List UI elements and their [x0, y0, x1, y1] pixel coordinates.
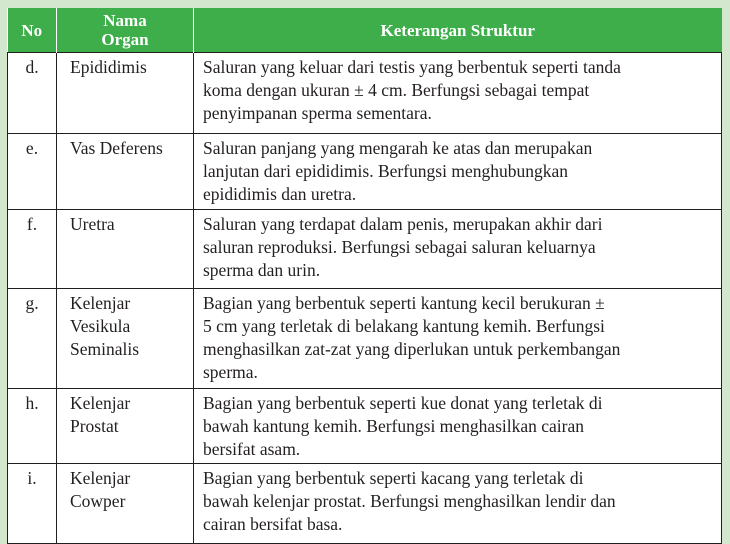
row-organ	[57, 134, 194, 210]
keterangan-line: Bagian yang berbentuk seperti kue donat yang terletak di	[203, 393, 603, 413]
organ-line: Kelenjar	[70, 393, 131, 413]
organ-structure-table	[7, 8, 722, 544]
row-no: e.	[8, 134, 57, 210]
row-organ	[57, 389, 194, 464]
organ-line: Cowper	[70, 491, 126, 511]
organ-line: Vas Deferens	[70, 138, 163, 158]
row-keterangan	[194, 289, 722, 389]
keterangan-line: epididimis dan uretra.	[203, 184, 357, 204]
header-keterangan: Keterangan Struktur	[194, 8, 722, 53]
row-keterangan	[194, 389, 722, 464]
keterangan-line: menghasilkan zat-zat yang diperlukan untuk perkembangan	[203, 339, 621, 359]
keterangan-line: Saluran panjang yang mengarah ke atas dan merupakan	[203, 138, 593, 158]
row-no: g.	[8, 289, 57, 389]
keterangan-line: Saluran yang terdapat dalam penis, merupakan akhir dari	[203, 214, 603, 234]
row-organ	[57, 289, 194, 389]
keterangan-line: Bagian yang berbentuk seperti kantung kecil berukuran ±	[203, 293, 605, 313]
organ-line: Uretra	[70, 214, 115, 234]
table-row	[8, 53, 722, 134]
keterangan-line: koma dengan ukuran ± 4 cm. Berfungsi sebagai tempat	[203, 80, 590, 100]
row-no: f.	[8, 210, 57, 289]
keterangan-line: sperma.	[203, 362, 258, 382]
header-nama-line: Nama	[103, 11, 147, 30]
row-no: h.	[8, 389, 57, 464]
row-keterangan	[194, 210, 722, 289]
organ-line: Kelenjar	[70, 468, 131, 488]
row-organ	[57, 464, 194, 544]
table-row	[8, 389, 722, 464]
row-organ	[57, 53, 194, 134]
keterangan-line: Saluran yang keluar dari testis yang berbentuk seperti tanda	[203, 57, 621, 77]
header-no: No	[8, 8, 57, 53]
table-header	[8, 8, 722, 53]
keterangan-line: Bagian yang berbentuk seperti kacang yang terletak di	[203, 468, 584, 488]
row-keterangan	[194, 464, 722, 544]
row-organ	[57, 210, 194, 289]
keterangan-line: penyimpanan sperma sementara.	[203, 103, 432, 123]
keterangan-line: sperma dan urin.	[203, 260, 321, 280]
header-nama-organ	[57, 8, 194, 53]
table-row	[8, 210, 722, 289]
keterangan-line: cairan bersifat basa.	[203, 514, 343, 534]
header-organ-line: Organ	[101, 30, 149, 49]
row-keterangan	[194, 134, 722, 210]
row-keterangan	[194, 53, 722, 134]
row-no: d.	[8, 53, 57, 134]
keterangan-line: lanjutan dari epididimis. Berfungsi menghubungkan	[203, 161, 569, 181]
organ-line: Epididimis	[70, 57, 147, 77]
keterangan-line: saluran reproduksi. Berfungsi sebagai saluran keluarnya	[203, 237, 596, 257]
keterangan-line: bersifat asam.	[203, 439, 301, 459]
table-row	[8, 464, 722, 544]
table-row	[8, 134, 722, 210]
organ-line: Prostat	[70, 416, 119, 436]
organ-line: Vesikula	[70, 316, 131, 336]
table-row	[8, 289, 722, 389]
keterangan-line: 5 cm yang terletak di belakang kantung kemih. Berfungsi	[203, 316, 605, 336]
row-no: i.	[8, 464, 57, 544]
keterangan-line: bawah kantung kemih. Berfungsi menghasilkan cairan	[203, 416, 585, 436]
keterangan-line: bawah kelenjar prostat. Berfungsi menghasilkan lendir dan	[203, 491, 616, 511]
organ-line: Kelenjar	[70, 293, 131, 313]
organ-line: Seminalis	[70, 339, 140, 359]
